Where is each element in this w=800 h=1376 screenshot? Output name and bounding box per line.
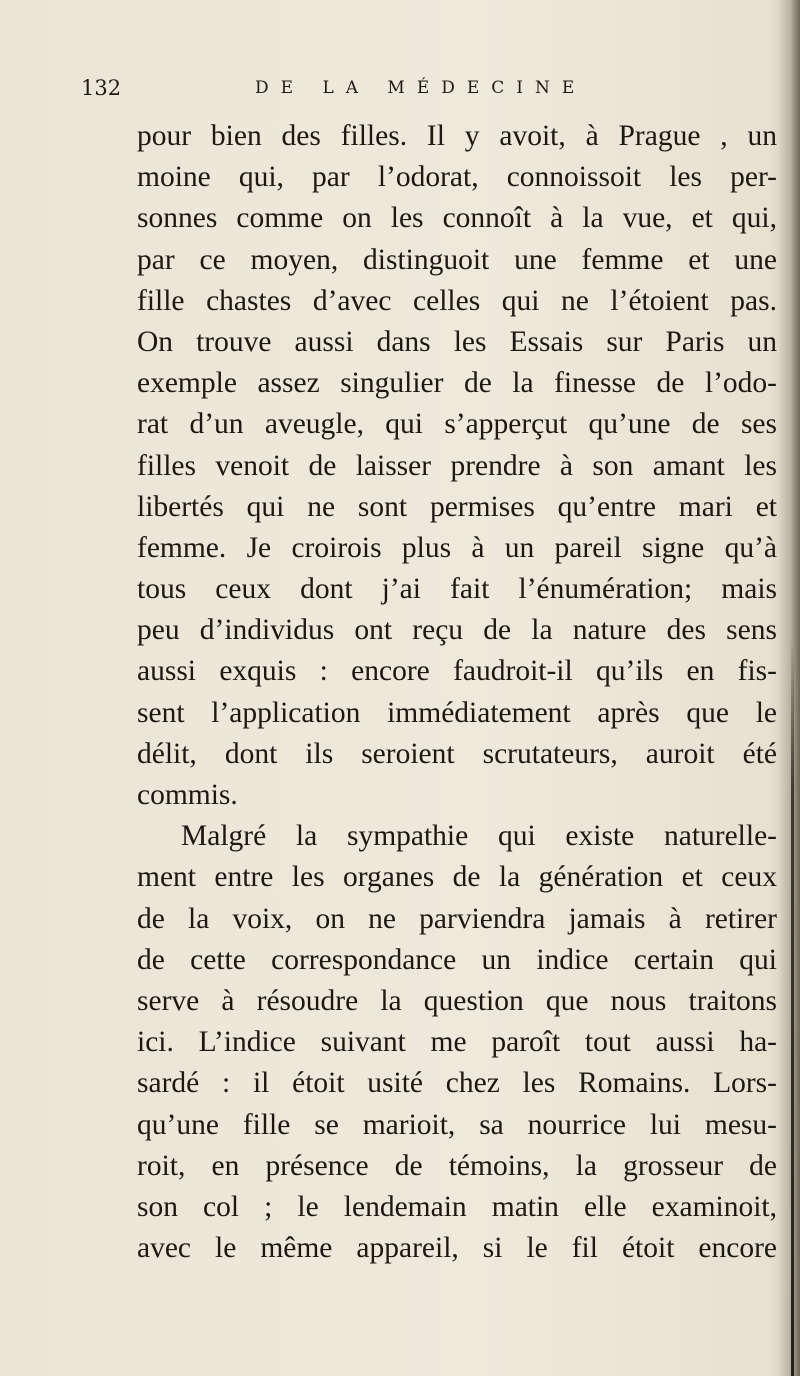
body-text (137, 116, 777, 1269)
text-line: roit, en présence de témoins, la grosseur de (137, 1149, 777, 1182)
text-line: rat d’un aveugle, qui s’apperçut qu’une de ses (137, 408, 777, 441)
page-edge-shadow (778, 0, 800, 1376)
text-line: son col ; le lendemain matin elle examinoit, (137, 1190, 777, 1223)
text-line: fille chastes d’avec celles qui ne l’étoient pas. (137, 284, 777, 317)
page-header (0, 68, 800, 108)
page-number: 132 (81, 76, 122, 100)
text-line: femme. Je croirois plus à un pareil signe qu’à (137, 531, 777, 564)
text-line: de la voix, on ne parviendra jamais à retirer (137, 902, 777, 935)
text-line: libertés qui ne sont permises qu’entre mari et (137, 490, 777, 523)
text-line: qu’une fille se marioit, sa nourrice lui mesu- (137, 1108, 777, 1141)
text-line: peu d’individus ont reçu de la nature des sens (137, 614, 777, 647)
text-line: sent l’application immédiatement après que le (137, 696, 777, 729)
text-line: On trouve aussi dans les Essais sur Paris un (137, 325, 777, 358)
text-line: ici. L’indice suivant me paroît tout aussi ha- (137, 1026, 777, 1059)
text-line: sardé : il étoit usité chez les Romains. Lors- (137, 1067, 777, 1100)
text-line: filles venoit de laisser prendre à son amant les (137, 449, 777, 482)
text-line: sonnes comme on les connoît à la vue, et qui, (137, 202, 777, 235)
text-line: tous ceux dont j’ai fait l’énumération; mais (137, 573, 777, 606)
text-line-paragraph-end: commis. (137, 779, 238, 811)
text-line: aussi exquis : encore faudroit-il qu’ils en fis- (137, 655, 777, 688)
page-edge-binding (791, 640, 794, 1376)
text-line: exemple assez singulier de la finesse de l’odo- (137, 367, 777, 400)
running-head: DE LA MÉDECINE (255, 78, 587, 98)
text-line: par ce moyen, distinguoit une femme et une (137, 243, 777, 276)
text-line: serve à résoudre la question que nous traitons (137, 984, 777, 1017)
text-line: moine qui, par l’odorat, connoissoit les per- (137, 161, 777, 194)
text-line: délit, dont ils seroient scrutateurs, auroit été (137, 737, 777, 770)
text-line-paragraph-start: Malgré la sympathie qui existe naturelle- (181, 820, 777, 853)
text-line: ment entre les organes de la génération et ceux (137, 861, 777, 894)
text-line: pour bien des filles. Il y avoit, à Prague , un (137, 120, 777, 152)
text-line: avec le même appareil, si le fil étoit encore (137, 1232, 777, 1265)
text-line: de cette correspondance un indice certain qui (137, 943, 777, 976)
